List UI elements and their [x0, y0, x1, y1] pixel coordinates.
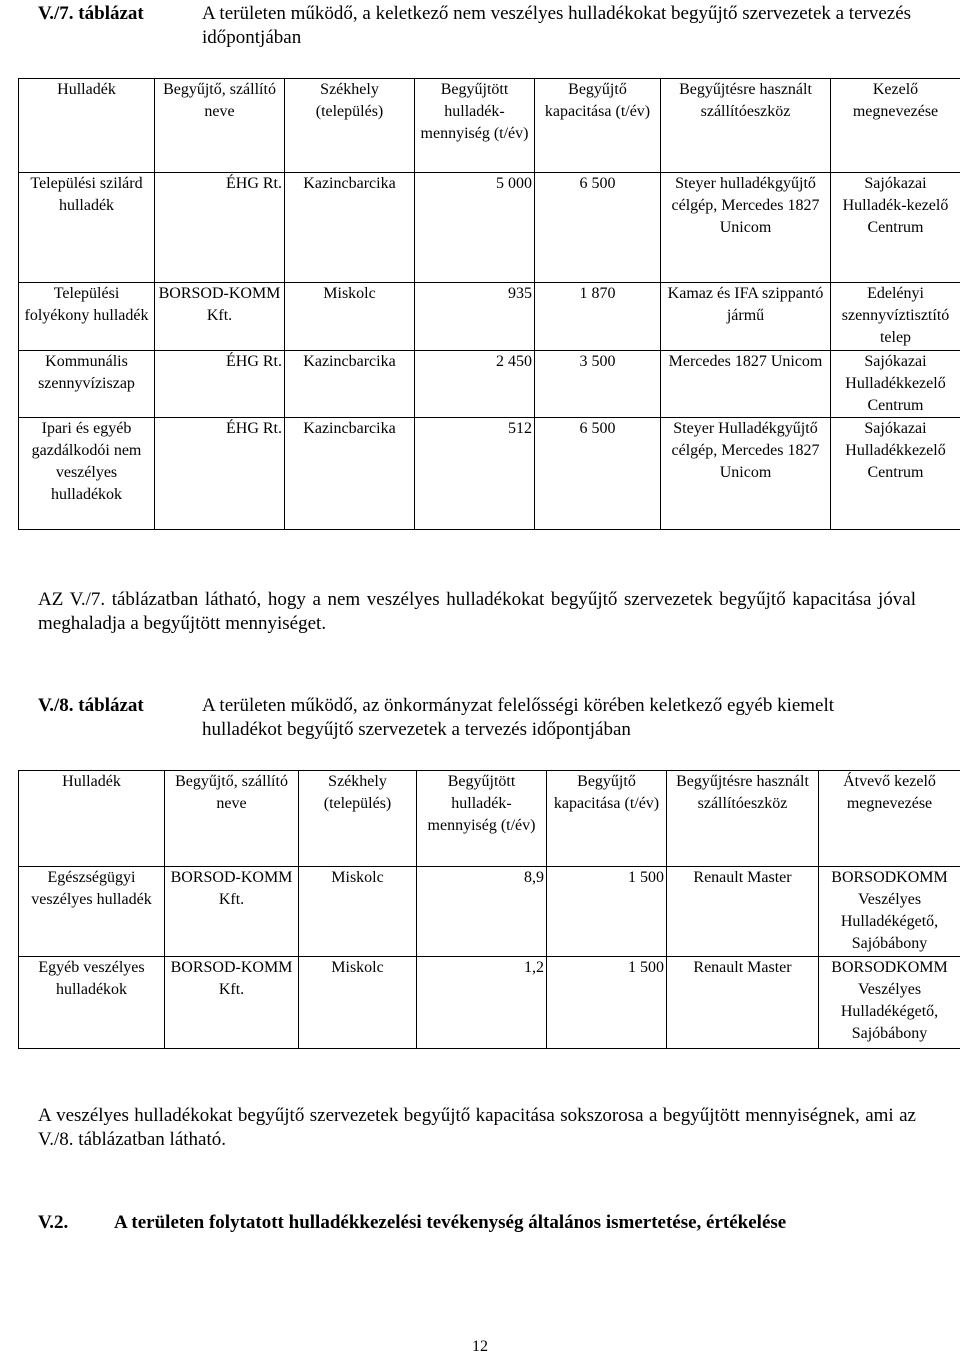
- table8-title: A területen működő, az önkormányzat felelősségi körében keletkező egyéb kiemelt hulladékot begyűjtő szervezetek a tervezés időpontjában: [202, 694, 918, 742]
- table-cell: 8,9: [417, 867, 547, 957]
- table-cell: BORSODKOMM Veszélyes Hulladékégető, Sajóbábony: [819, 957, 960, 1049]
- table-cell: 1 500: [547, 867, 667, 957]
- table7-header-row: [19, 79, 960, 173]
- section-heading: [38, 1210, 916, 1262]
- table-cell: 6 500: [535, 418, 661, 530]
- table-cell: 935: [415, 283, 535, 351]
- table8-header: Hulladék: [19, 771, 165, 867]
- table-cell: BORSOD-KOMM Kft.: [165, 957, 299, 1049]
- table7-header: Székhely (település): [285, 79, 415, 173]
- table7-header: Begyűjtő kapacitása (t/év): [535, 79, 661, 173]
- table-cell: Egyéb veszélyes hulladékok: [19, 957, 165, 1049]
- table7-header: Hulladék: [19, 79, 155, 173]
- table-cell: 1 500: [547, 957, 667, 1049]
- table-cell: 5 000: [415, 173, 535, 283]
- table-cell: Kazincbarcika: [285, 351, 415, 418]
- table-cell: Egészségügyi veszélyes hulladék: [19, 867, 165, 957]
- table-cell: BORSODKOMM Veszélyes Hulladékégető, Sajóbábony: [819, 867, 960, 957]
- table8-header: Átvevő kezelő megnevezése: [819, 771, 960, 867]
- page-number: 12: [0, 1338, 960, 1356]
- table8-header: Begyűjtő, szállító neve: [165, 771, 299, 867]
- table-cell: Miskolc: [299, 957, 417, 1049]
- table-cell: Kazincbarcika: [285, 418, 415, 530]
- table-cell: Miskolc: [285, 283, 415, 351]
- table-cell: Sajókazai Hulladékkezelő Centrum: [831, 351, 960, 418]
- table-row: [19, 957, 960, 1049]
- table8-number: V./8. táblázat: [38, 694, 144, 718]
- paragraph-1: AZ V./7. táblázatban látható, hogy a nem veszélyes hulladékokat begyűjtő szervezetek begyűjtő kapacitása jóval meghaladja a begyűjtött mennyiséget.: [38, 588, 916, 636]
- table-cell: 1 870: [535, 283, 661, 351]
- table-cell: Miskolc: [299, 867, 417, 957]
- table7-header: Begyűjtő, szállító neve: [155, 79, 285, 173]
- table-cell: Ipari és egyéb gazdálkodói nem veszélyes hulladékok: [19, 418, 155, 530]
- table8-caption: [38, 694, 918, 744]
- table-cell: 2 450: [415, 351, 535, 418]
- table-cell: BORSOD-KOMM Kft.: [165, 867, 299, 957]
- table-cell: Edelényi szennyvíztisztító telep: [831, 283, 960, 351]
- table-cell: Kamaz és IFA szippantó jármű: [661, 283, 831, 351]
- table-cell: Mercedes 1827 Unicom: [661, 351, 831, 418]
- paragraph-2: A veszélyes hulladékokat begyűjtő szervezetek begyűjtő kapacitása sokszorosa a begyűjtött mennyiségnek, ami az V./8. táblázatban látható.: [38, 1104, 916, 1152]
- table-cell: ÉHG Rt.: [155, 418, 285, 530]
- table7-caption: [38, 2, 918, 52]
- table8: [18, 770, 960, 1049]
- table-cell: 512: [415, 418, 535, 530]
- table-cell: Kazincbarcika: [285, 173, 415, 283]
- table8-header: Begyűjtött hulladék-mennyiség (t/év): [417, 771, 547, 867]
- table-cell: Kommunális szennyvíziszap: [19, 351, 155, 418]
- section-number: V.2.: [38, 1210, 68, 1235]
- table7-header: Begyűjtött hulladék-mennyiség (t/év): [415, 79, 535, 173]
- table-row: [19, 351, 960, 418]
- table-cell: Renault Master: [667, 867, 819, 957]
- table7-title: A területen működő, a keletkező nem veszélyes hulladékokat begyűjtő szervezetek a tervezés időpontjában: [202, 2, 918, 50]
- table-cell: ÉHG Rt.: [155, 351, 285, 418]
- table8-header: Begyűjtő kapacitása (t/év): [547, 771, 667, 867]
- table8-header: Begyűjtésre használt szállítóeszköz: [667, 771, 819, 867]
- table-cell: Települési szilárd hulladék: [19, 173, 155, 283]
- table7-header: Begyűjtésre használt szállítóeszköz: [661, 79, 831, 173]
- table-cell: BORSOD-KOMM Kft.: [155, 283, 285, 351]
- table-cell: Települési folyékony hulladék: [19, 283, 155, 351]
- table-cell: Steyer hulladékgyűjtő célgép, Mercedes 1827 Unicom: [661, 173, 831, 283]
- table-cell: 3 500: [535, 351, 661, 418]
- table-cell: Sajókazai Hulladék-kezelő Centrum: [831, 173, 960, 283]
- table-cell: 6 500: [535, 173, 661, 283]
- table-cell: Steyer Hulladékgyűjtő célgép, Mercedes 1827 Unicom: [661, 418, 831, 530]
- table-cell: Renault Master: [667, 957, 819, 1049]
- table-cell: 1,2: [417, 957, 547, 1049]
- section-title: A területen folytatott hulladékkezelési tevékenység általános ismertetése, értékelése: [114, 1210, 916, 1235]
- table-row: [19, 418, 960, 530]
- table7-number: V./7. táblázat: [38, 2, 144, 26]
- table8-header: Székhely (település): [299, 771, 417, 867]
- table8-header-row: [19, 771, 960, 867]
- table7-header: Kezelő megnevezése: [831, 79, 960, 173]
- table-row: [19, 283, 960, 351]
- table-cell: ÉHG Rt.: [155, 173, 285, 283]
- table7: [18, 78, 960, 530]
- table-row: [19, 173, 960, 283]
- table-row: [19, 867, 960, 957]
- table-cell: Sajókazai Hulladékkezelő Centrum: [831, 418, 960, 530]
